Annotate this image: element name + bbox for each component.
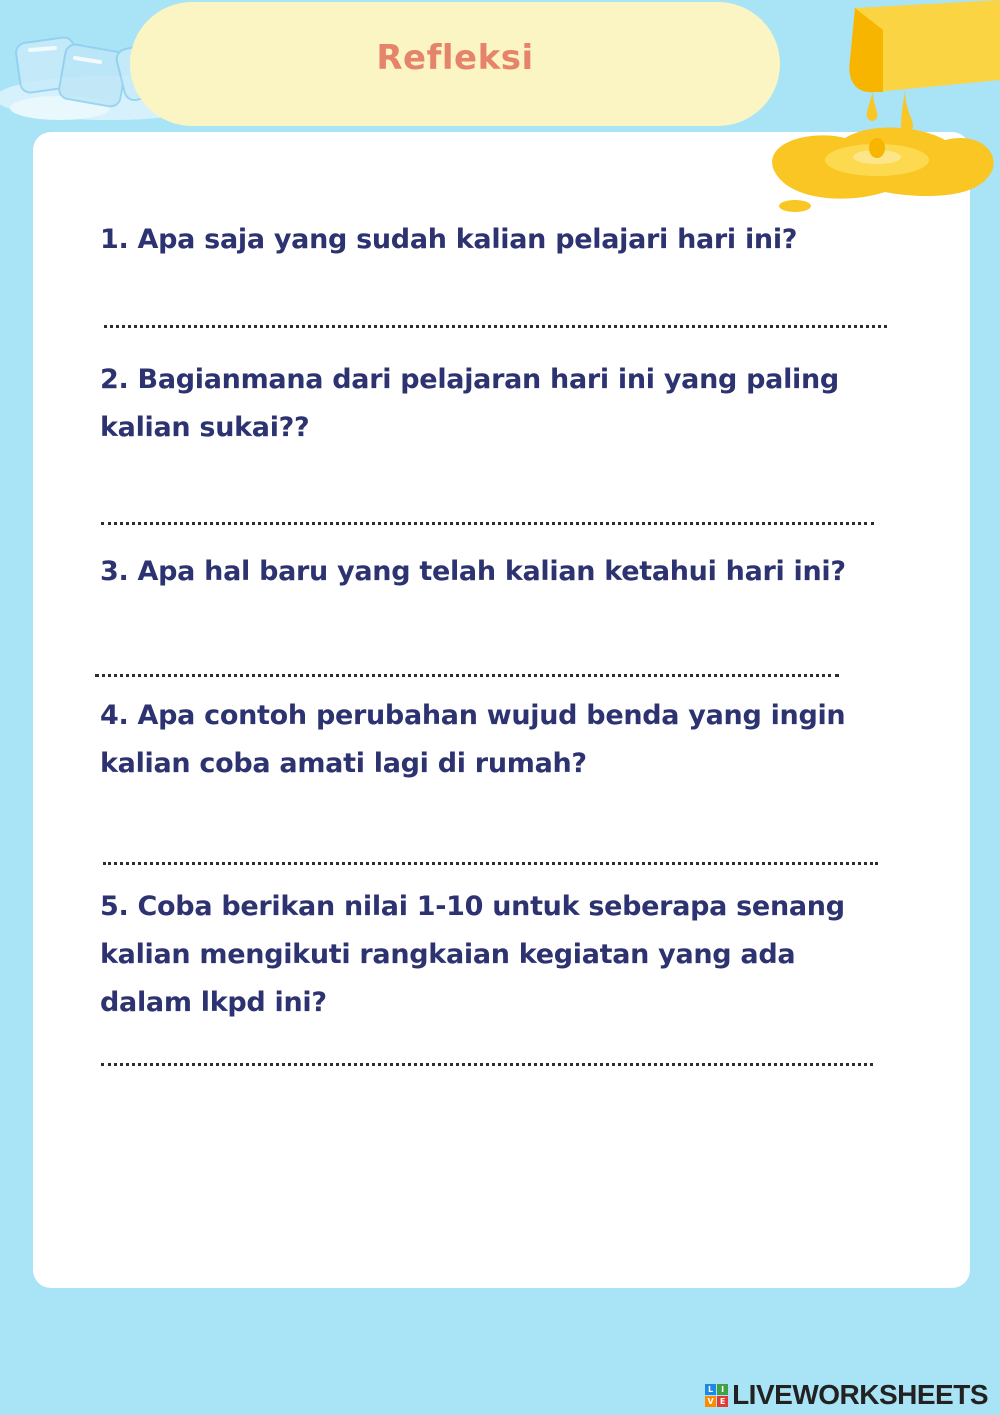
logo-letter-l: L	[705, 1384, 716, 1395]
logo-letter-i: I	[717, 1384, 728, 1395]
page-title: Refleksi	[376, 38, 534, 78]
melting-butter-icon	[755, 0, 1000, 220]
answer-line-4[interactable]	[103, 862, 878, 865]
answer-line-3[interactable]	[95, 674, 839, 677]
question-1: 1. Apa saja yang sudah kalian pelajari hari ini?	[100, 224, 798, 255]
question-2: 2. Bagianmana dari pelajaran hari ini yang paling kalian sukai??	[100, 364, 839, 443]
liveworksheets-brand	[705, 1379, 988, 1411]
liveworksheets-logo-icon	[705, 1384, 728, 1407]
answer-line-2[interactable]	[101, 522, 874, 525]
answer-line-5[interactable]	[101, 1063, 873, 1066]
question-3: 3. Apa hal baru yang telah kalian ketahui hari ini?	[100, 556, 846, 587]
question-4: 4. Apa contoh perubahan wujud benda yang ingin kalian coba amati lagi di rumah?	[100, 700, 846, 779]
brand-name: LIVEWORKSHEETS	[732, 1379, 988, 1410]
logo-letter-v: V	[705, 1396, 716, 1407]
title-banner	[130, 2, 780, 126]
question-5: 5. Coba berikan nilai 1-10 untuk seberapa senang kalian mengikuti rangkaian kegiatan yang ada dalam lkpd ini?	[100, 891, 845, 1018]
answer-line-1[interactable]	[104, 325, 887, 328]
logo-letter-e: E	[717, 1396, 728, 1407]
